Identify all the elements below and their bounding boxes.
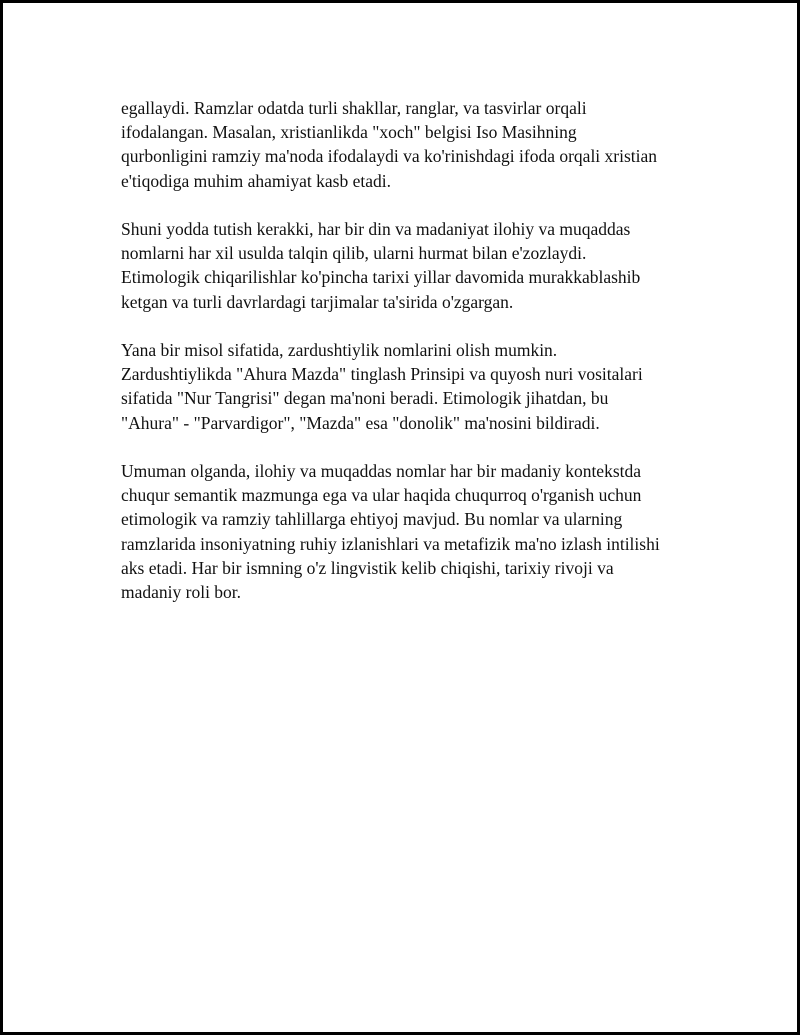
text-line: etimologik va ramziy tahlillarga ehtiyoj mavjud. Bu nomlar va ularning <box>121 509 623 530</box>
text-line: Yana bir misol sifatida, zardushtiylik nomlarini olish mumkin. <box>121 340 558 360</box>
text-line: chuqur semantik mazmunga ega va ular haqida chuqurroq o'rganish uchun <box>121 485 642 506</box>
text-line: Zardushtiylikda "Ahura Mazda" tinglash Prinsipi va quyosh nuri vositalari <box>121 364 643 385</box>
text-line: Umuman olganda, ilohiy va muqaddas nomlar har bir madaniy kontekstda <box>121 461 642 481</box>
paragraph-4 <box>121 459 701 604</box>
text-line: aks etadi. Har bir ismning o'z lingvistik kelib chiqishi, tarixiy rivoji va <box>121 557 614 578</box>
text-line: e'tiqodiga muhim ahamiyat kasb etadi. <box>121 170 391 191</box>
paragraph-3 <box>121 338 701 435</box>
paragraph-1 <box>121 96 701 193</box>
text-line: egallaydi. Ramzlar odatda turli shakllar, ranglar, va tasvirlar orqali <box>121 98 587 118</box>
text-line: Etimologik chiqarilishlar ko'pincha tarixi yillar davomida murakkablashib <box>121 267 641 288</box>
document-body <box>121 96 701 628</box>
paragraph-2 <box>121 217 701 314</box>
text-line: sifatida "Nur Tangrisi" degan ma'noni beradi. Etimologik jihatdan, bu <box>121 388 609 409</box>
text-line: ramzlarida insoniyatning ruhiy izlanishlari va metafizik ma'no izlash intilishi <box>121 533 660 554</box>
text-line: qurbonligini ramziy ma'noda ifodalaydi va ko'rinishdagi ifoda orqali xristian <box>121 146 658 167</box>
text-line: ifodalangan. Masalan, xristianlikda "xoch" belgisi Iso Masihning <box>121 122 577 143</box>
text-line: nomlarni har xil usulda talqin qilib, ularni hurmat bilan e'zozlaydi. <box>121 243 587 264</box>
text-line: madaniy roli bor. <box>121 582 242 603</box>
text-line: Shuni yodda tutish kerakki, har bir din va madaniyat ilohiy va muqaddas <box>121 219 631 239</box>
text-line: "Ahura" - "Parvardigor", "Mazda" esa "donolik" ma'nosini bildiradi. <box>121 412 600 433</box>
text-line: ketgan va turli davrlardagi tarjimalar ta'sirida o'zgargan. <box>121 291 514 312</box>
